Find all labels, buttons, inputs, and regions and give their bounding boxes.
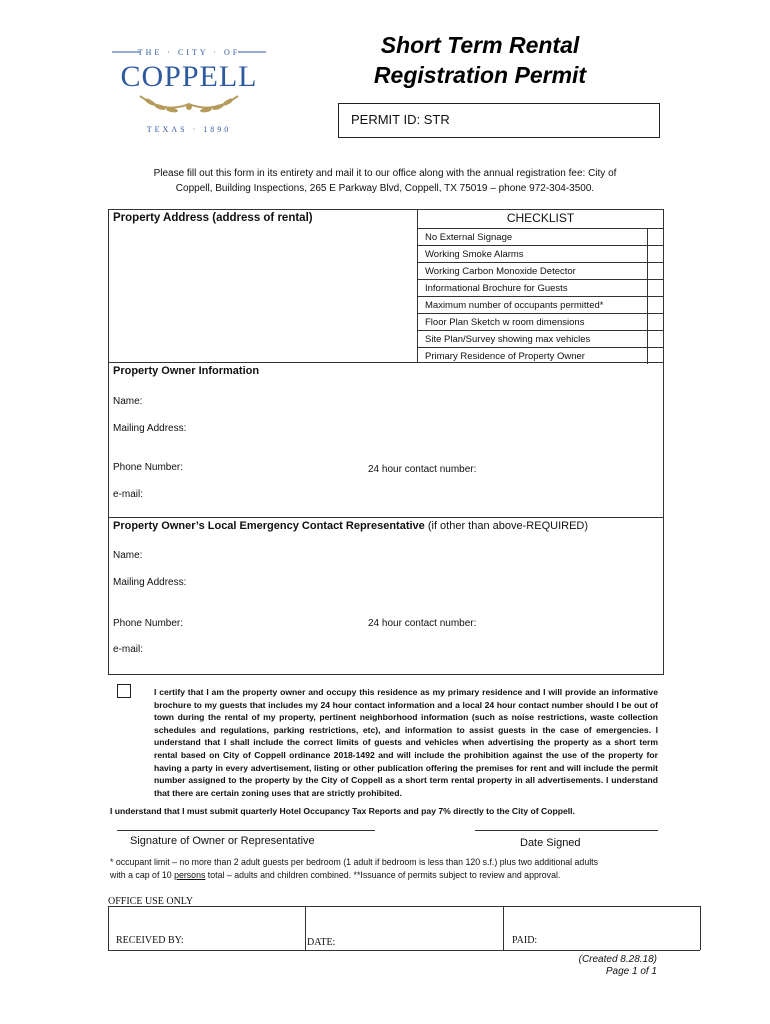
certification-paragraph: I certify that I am the property owner and occupy this residence as my primary residence and I will provide an informative brochure to my guests that includes my 24 hour contact information and a local 24 hour contact number should I be out of town during the rental of my property, pertinent neighborhood information (such as noise restrictions, waste collection schedules and regulations, parking restrictions, etc), and information to assist guests in the case of emergencies. I understand that I shall include the correct limits of guests and vehicles when advertising the property as a short term rental based on City of Coppell ordinance 2018-1492 and will include the prohibition against the use of the property for having a party in every advertisement, listing or other publication offering the premises for rent and will include the permit number assigned to the property by the City of Coppell as a short term rental property in all advertisements. I understand that there are certain zoning uses that are strictly prohibited. (154, 687, 658, 798)
date-signed-line[interactable] (475, 830, 658, 831)
checklist-item: Maximum number of occupants permitted* (417, 297, 664, 314)
property-address-field[interactable] (112, 230, 412, 358)
city-seal-icon (110, 44, 270, 139)
title-line-1: Short Term Rental (380, 32, 580, 58)
svg-text:THE · CITY · OF: THE · CITY · OF (137, 48, 241, 57)
office-divider-2 (503, 906, 504, 950)
rep-email-label: e-mail: (113, 644, 144, 655)
checklist-checkbox[interactable] (647, 229, 664, 245)
checklist-item: Floor Plan Sketch w room dimensions (417, 314, 664, 331)
tax-statement: I understand that I must submit quarterly Hotel Occupancy Tax Reports and pay 7% directly to the City of Coppell. (110, 806, 575, 817)
permit-id-box[interactable] (338, 103, 660, 138)
permit-id-label: PERMIT ID: STR (351, 112, 450, 127)
owner-24hr-label: 24 hour contact number: (368, 464, 477, 475)
rep-section (108, 517, 664, 675)
rep-name-label: Name: (113, 550, 143, 561)
date-signed-label: Date Signed (520, 837, 581, 849)
office-use-heading: OFFICE USE ONLY (108, 896, 194, 907)
note-line-1: * occupant limit – no more than 2 adult guests per bedroom (1 adult if bedroom is less than 120 s.f.) plus two additional adults (110, 857, 599, 867)
intro-text (110, 166, 660, 196)
svg-text:TEXAS · 1890: TEXAS · 1890 (146, 125, 232, 134)
owner-name-label: Name: (113, 396, 143, 407)
property-address-label: Property Address (address of rental) (113, 212, 313, 224)
checklist-checkbox[interactable] (647, 246, 664, 262)
owner-signature-label: Signature of Owner or Representative (130, 835, 315, 847)
checklist (417, 209, 664, 365)
office-right-line (700, 906, 701, 950)
rep-24hr-label: 24 hour contact number: (368, 618, 477, 629)
checklist-item: Working Carbon Monoxide Detector (417, 263, 664, 280)
svg-text:COPPELL: COPPELL (120, 60, 258, 93)
owner-mailing-label: Mailing Address: (113, 423, 187, 434)
checklist-item: Informational Brochure for Guests (417, 280, 664, 297)
rep-mailing-label: Mailing Address: (113, 577, 187, 588)
office-date-label: DATE: (307, 937, 336, 948)
checklist-item: Primary Residence of Property Owner (417, 348, 664, 365)
owner-phone-label: Phone Number: (113, 462, 184, 473)
office-left-line (108, 906, 109, 950)
created-date: (Created 8.28.18) (578, 954, 657, 965)
checklist-checkbox[interactable] (647, 297, 664, 313)
owner-signature-line[interactable] (117, 830, 375, 831)
office-bottom-line (108, 950, 700, 951)
intro-line-1: Please fill out this form in its entirety and mail it to our office along with the annual registration fee: City of (153, 168, 617, 179)
owner-email-label: e-mail: (113, 489, 144, 500)
owner-heading: Property Owner Information (113, 365, 260, 377)
paid-label: PAID: (512, 935, 538, 946)
checklist-item: Working Smoke Alarms (417, 246, 664, 263)
page-title (330, 30, 630, 90)
checklist-checkbox[interactable] (647, 314, 664, 330)
received-by-label: RECEIVED BY: (116, 935, 184, 946)
checklist-item: Site Plan/Survey showing max vehicles (417, 331, 664, 348)
owner-section (108, 362, 664, 518)
note-line-2: with a cap of 10 persons total – adults and children combined. **Issuance of permits subject to review and approval. (110, 870, 561, 880)
office-top-line (108, 906, 700, 907)
checklist-item: No External Signage (417, 229, 664, 246)
rep-heading: Property Owner’s Local Emergency Contact Representative (if other than above-REQUIRED) (113, 520, 589, 532)
checklist-checkbox[interactable] (647, 263, 664, 279)
checklist-checkbox[interactable] (647, 331, 664, 347)
title-line-2: Registration Permit (373, 62, 587, 88)
checklist-header: CHECKLIST (417, 209, 664, 229)
rep-phone-label: Phone Number: (113, 618, 184, 629)
office-divider-1 (305, 906, 306, 950)
certification-text (110, 686, 658, 818)
checklist-checkbox[interactable] (647, 280, 664, 296)
occupant-note (110, 856, 670, 882)
page-number: Page 1 of 1 (605, 966, 657, 977)
intro-line-2: Coppell, Building Inspections, 265 E Parkway Blvd, Coppell, TX 75019 – phone 972-304-3500. (175, 183, 595, 194)
city-logo (110, 44, 270, 139)
